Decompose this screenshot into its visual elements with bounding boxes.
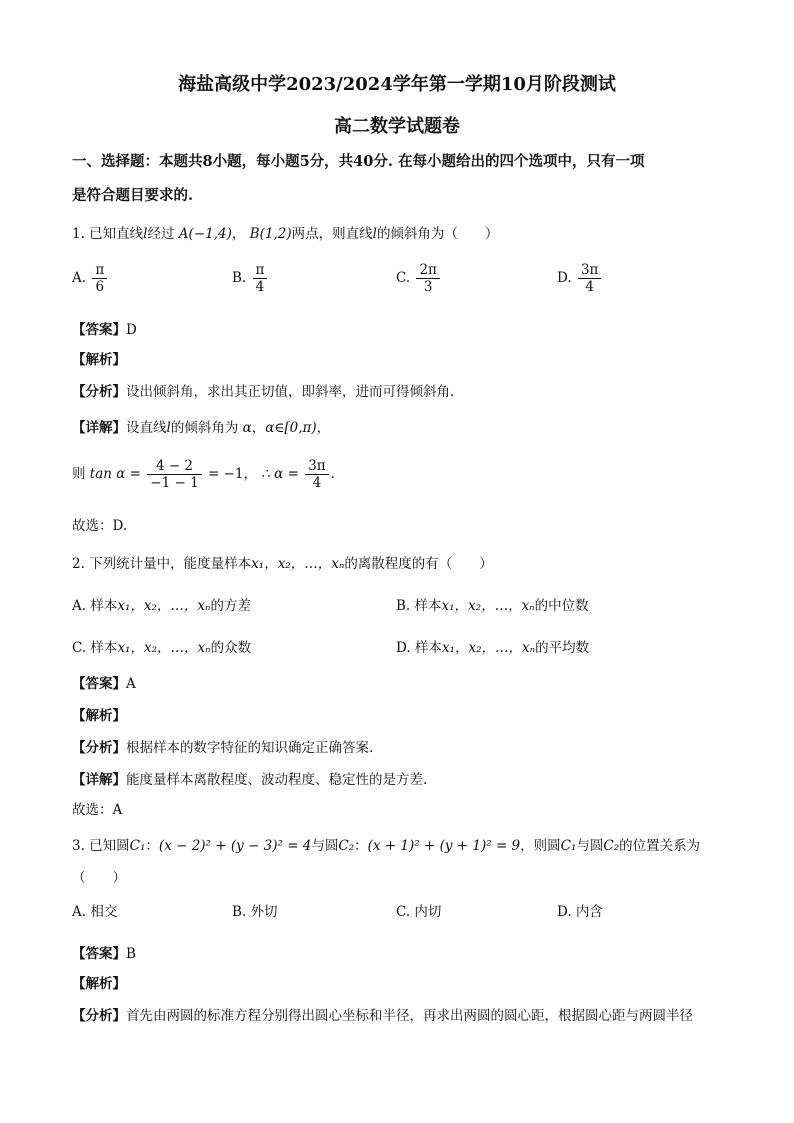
q3-text: 3. 已知圆 [72, 838, 130, 854]
q3-option-d: D. 内含 [557, 904, 603, 920]
q3-option-b: B. 外切 [232, 904, 278, 920]
frac-den: 6 [95, 279, 105, 295]
answer-tag: 【答案】 [72, 946, 126, 962]
circle-c1: C₁ [560, 838, 577, 854]
q1-detail [72, 416, 330, 436]
sample-vars: x₁，x₂，…，xₙ [441, 640, 536, 656]
sample-vars: x₁，x₂，…，xₙ [117, 640, 211, 656]
q3-option-a: A. 相交 [72, 904, 118, 920]
frac-num: 4 − 2 [147, 458, 201, 475]
q1-analysis-tag: 【解析】 [72, 352, 126, 368]
option-text: A. 样本 [72, 598, 118, 614]
alpha-range: α∈[0,π) [265, 420, 317, 436]
calc-text: 则 [72, 466, 86, 482]
circle-c2: C₂ [338, 838, 355, 854]
q3-text: ，则圆 [520, 838, 561, 854]
q1-line-var: l [166, 420, 171, 436]
q1-point-a: A(−1,4) [178, 226, 232, 242]
circle-c1-equation: (x − 2)² + (y − 3)² = 4 [158, 838, 312, 854]
q2-answer [72, 672, 136, 692]
q1-point-b: B(1,2) [249, 226, 292, 242]
sample-vars: x₁，x₂，…，xₙ [441, 598, 535, 614]
tan-expr: tan α = [89, 466, 141, 482]
option-label: B. [232, 270, 247, 286]
q2-fenxi [72, 736, 373, 756]
q1-fenxi [72, 380, 454, 400]
detail-text: 设直线 [126, 420, 167, 436]
q3-text: ： [354, 838, 368, 854]
frac-den: −1 − 1 [150, 475, 199, 491]
page-title: 海盐高级中学2023/2024学年第一学期10月阶段测试 [178, 74, 616, 95]
detail-text: 能度量样本离散程度、波动程度、稳定性的是方差. [126, 772, 428, 788]
option-text: 的方差 [210, 598, 251, 614]
q1-option-c [396, 262, 442, 295]
q1-option-b [232, 262, 269, 295]
frac-num: 2π [416, 262, 439, 279]
q2-option-a [72, 594, 251, 614]
q3-analysis-tag: 【解析】 [72, 976, 126, 992]
q1-text: 1. 已知直线 [72, 226, 144, 242]
answer-value: B [126, 946, 136, 962]
option-label: A. [72, 270, 87, 286]
detail-tag: 【详解】 [72, 772, 126, 788]
sample-vars: x₁，x₂，…，xₙ [251, 556, 345, 572]
q1-option-a [72, 262, 109, 295]
q1-calculation [72, 458, 335, 491]
q3-text: 的位置关系为 [619, 838, 701, 854]
q2-stem [72, 552, 493, 572]
fenxi-tag: 【分析】 [72, 384, 126, 400]
fenxi-text: 首先由两圆的标准方程分别得出圆心坐标和半径，再求出两圆的圆心距，根据圆心距与两圆半径 [126, 1008, 693, 1024]
frac-num: 3π [305, 458, 328, 475]
option-text: B. 样本 [396, 598, 442, 614]
fenxi-tag: 【分析】 [72, 740, 126, 756]
slope-fraction [147, 458, 201, 491]
q1-separator: ， [231, 226, 246, 242]
q3-answer [72, 942, 136, 962]
answer-tag: 【答案】 [72, 676, 126, 692]
q2-text: 的离散程度的有（ ） [344, 556, 493, 572]
circle-c2: C₂ [603, 838, 620, 854]
frac-num: 3π [578, 262, 601, 279]
q2-text: 2. 下列统计量中，能度量样本 [72, 556, 252, 572]
q1-answer [72, 318, 137, 338]
q2-option-b [396, 594, 589, 614]
detail-text: ， [251, 420, 266, 436]
frac-den: 3 [423, 279, 433, 295]
option-text: D. 样本 [396, 640, 442, 656]
option-text: 的平均数 [535, 640, 590, 656]
fenxi-tag: 【分析】 [72, 1008, 126, 1024]
q3-option-c: C. 内切 [396, 904, 442, 920]
q2-choose: 故选：A [72, 802, 123, 818]
q3-fenxi [72, 1004, 693, 1024]
circle-c2-equation: (x + 1)² + (y + 1)² = 9 [367, 838, 521, 854]
q1-choose: 故选：D. [72, 518, 128, 534]
q3-text: ： [145, 838, 159, 854]
calc-text: = −1， [207, 466, 257, 482]
section-heading-line1: 一、选择题：本题共8小题，每小题5分，共40分. 在每小题给出的四个选项中，只有一项 [72, 153, 645, 170]
q2-option-c [72, 636, 251, 656]
frac-num: π [92, 262, 107, 279]
q1-stem [72, 222, 498, 242]
option-fraction [253, 262, 268, 295]
q1-text: 的倾斜角为（ ） [376, 226, 499, 242]
option-fraction [92, 262, 107, 295]
alpha-var: α [242, 420, 252, 436]
q3-text: 与圆 [576, 838, 604, 854]
frac-den: 4 [255, 279, 265, 295]
result-fraction [305, 458, 328, 491]
option-text: 的中位数 [534, 598, 589, 614]
section-heading-line2: 是符合题目要求的. [72, 187, 194, 204]
therefore-expr: ∴ α = [261, 466, 299, 482]
circle-c1: C₁ [129, 838, 146, 854]
detail-tag: 【详解】 [72, 420, 126, 436]
q1-option-d [557, 262, 603, 295]
frac-den: 4 [312, 475, 322, 491]
q1-line-var: l [372, 226, 377, 242]
q2-detail [72, 768, 427, 788]
q2-option-d [396, 636, 589, 656]
q1-text: 经过 [147, 226, 175, 242]
option-text: 的众数 [210, 640, 252, 656]
fenxi-text: 根据样本的数字特征的知识确定正确答案. [126, 740, 374, 756]
answer-value: A [126, 676, 136, 692]
sample-vars: x₁，x₂，…，xₙ [117, 598, 211, 614]
page-subtitle: 高二数学试题卷 [334, 116, 460, 137]
fenxi-text: 设出倾斜角，求出其正切值，即斜率，进而可得倾斜角. [126, 384, 455, 400]
option-fraction [416, 262, 439, 295]
detail-text: ， [316, 420, 331, 436]
q2-analysis-tag: 【解析】 [72, 708, 126, 724]
option-label: D. [557, 270, 572, 286]
frac-den: 4 [585, 279, 594, 295]
option-label: C. [396, 270, 411, 286]
q1-text: 两点，则直线 [291, 226, 373, 242]
q1-line-var: l [143, 226, 148, 242]
answer-tag: 【答案】 [72, 322, 126, 338]
q3-text: 与圆 [311, 838, 339, 854]
option-fraction [578, 262, 601, 295]
q3-stem [72, 834, 700, 854]
frac-num: π [253, 262, 268, 279]
calc-text: . [330, 466, 335, 482]
detail-text: 的倾斜角为 [170, 420, 239, 436]
q3-paren: （ ） [72, 870, 126, 886]
option-text: C. 样本 [72, 640, 118, 656]
answer-value: D [126, 322, 137, 338]
